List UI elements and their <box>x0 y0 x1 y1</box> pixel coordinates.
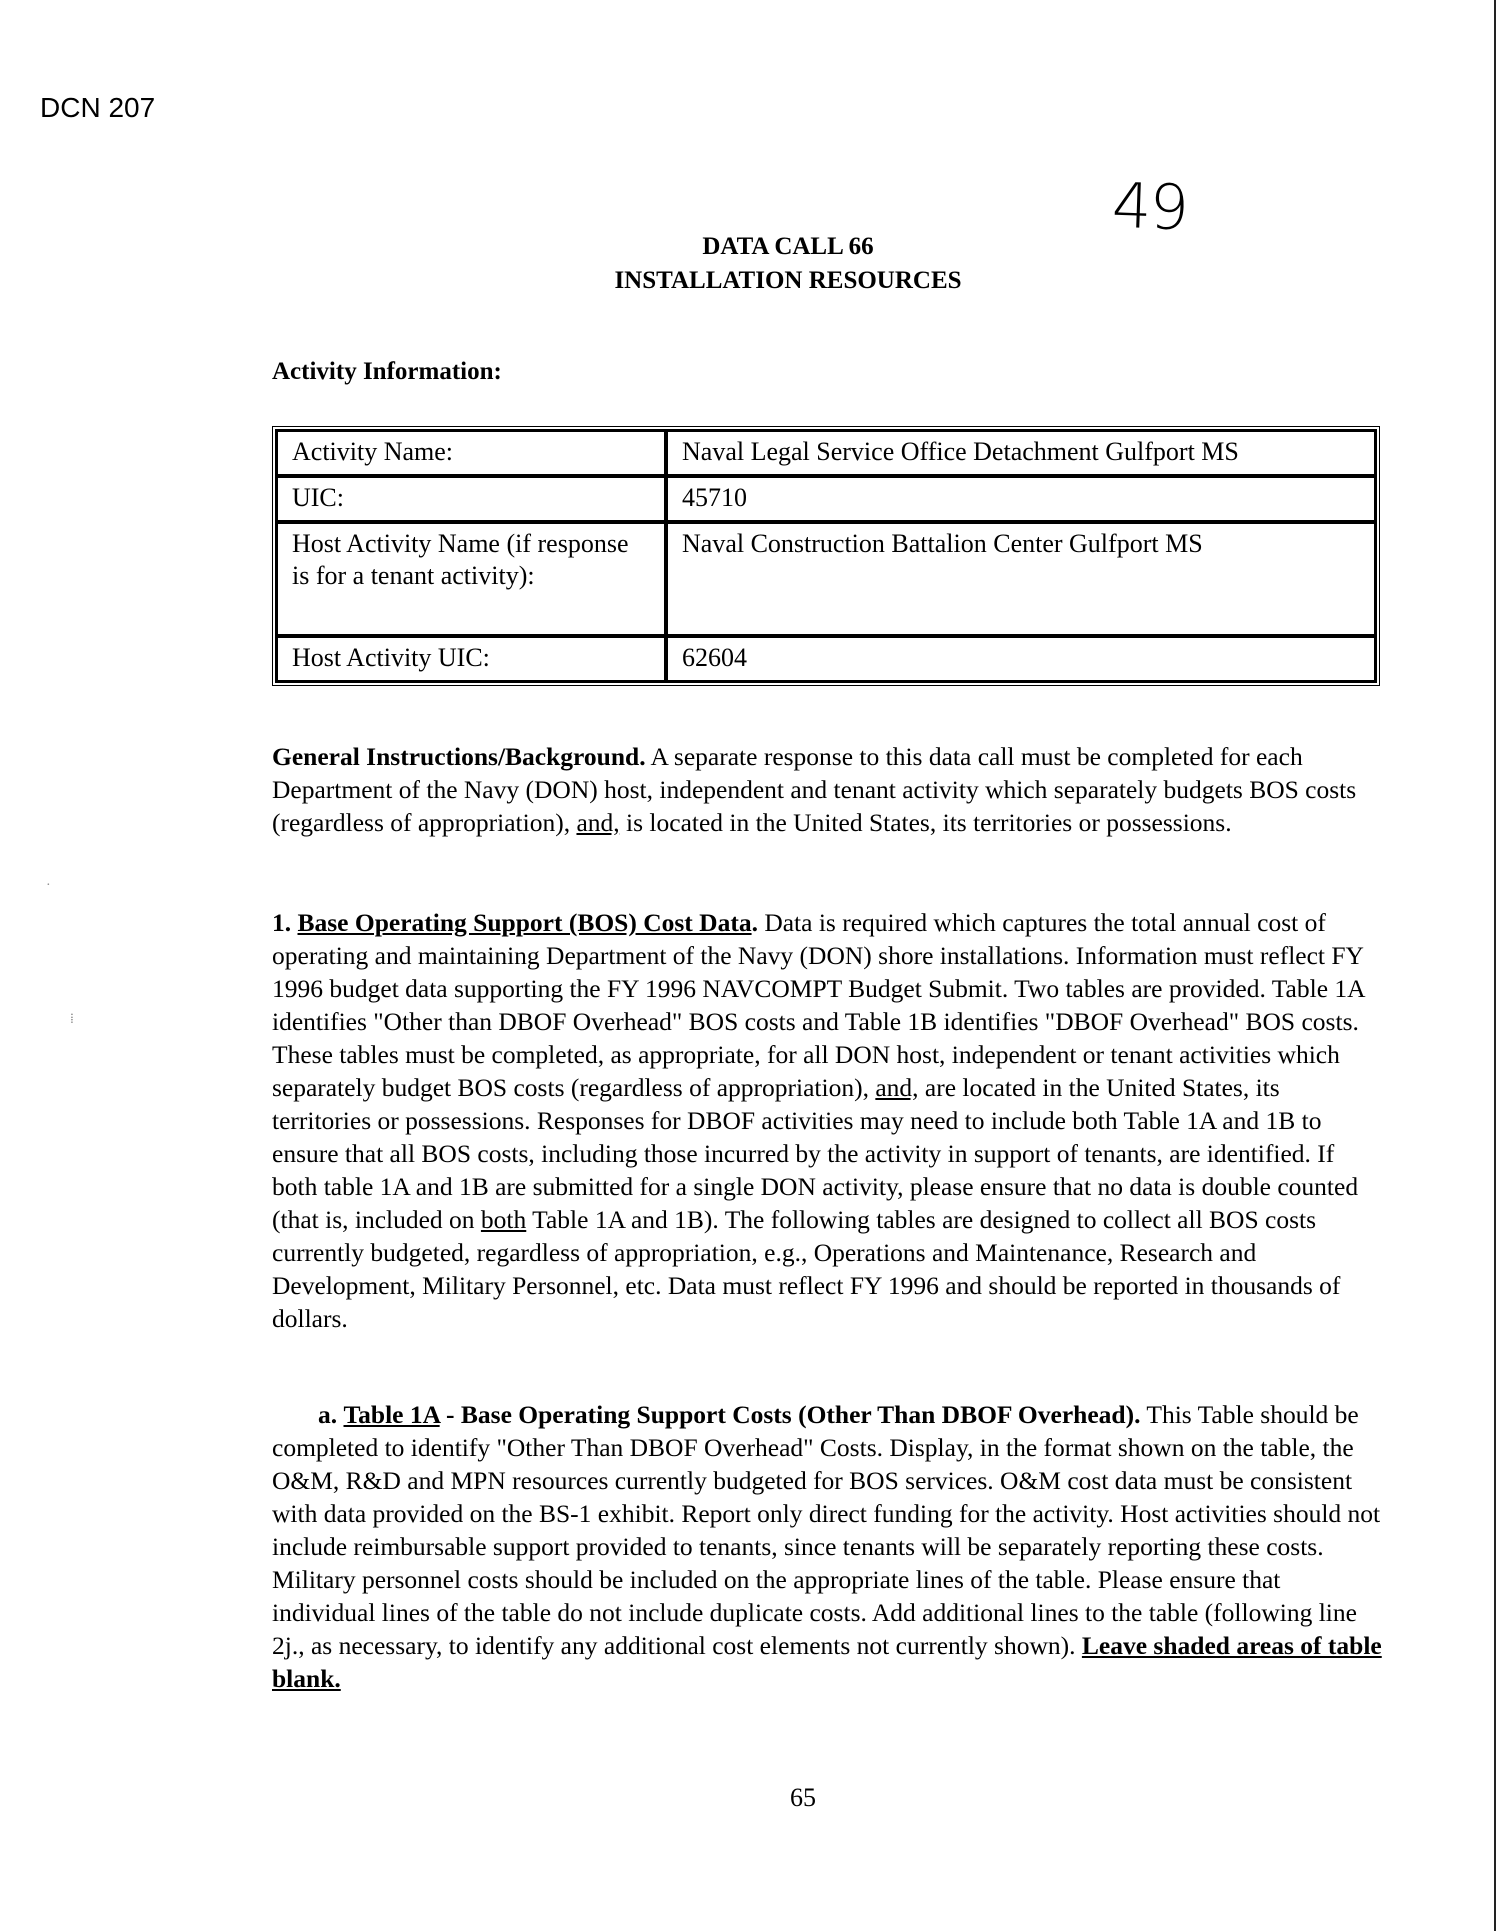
section-1-text-3: Table 1A and 1B). The following tables are designed to collect all BOS costs currently budgeted, regardless of appropriation, e.g., Operations and Maintenance, Research and Development, Military Personnel, etc. Data must reflect FY 1996 and should be reported in thousands of dollars. <box>272 1205 1341 1333</box>
page-number: 65 <box>790 1783 816 1812</box>
activity-info-table <box>272 426 1380 686</box>
section-1-heading-dot: . <box>751 908 758 937</box>
row-value: 45710 <box>666 476 1376 522</box>
row-label: Host Activity Name (if response is for a tenant activity): <box>276 522 666 636</box>
title-line-2: INSTALLATION RESOURCES <box>614 267 962 294</box>
general-text-1: A separate response to this data call must be completed for each Department of the Navy (DON) host, independent and tenant activity which separately budgets BOS costs (regardless of appropriation), <box>272 742 1357 837</box>
section-a-paragraph <box>272 1398 1382 1695</box>
general-text-2: is located in the United States, its territories or possessions. <box>619 808 1232 837</box>
table-row <box>276 636 1376 682</box>
activity-info-label: Activity Information: <box>272 358 502 385</box>
table-row <box>276 476 1376 522</box>
title-line-1: DATA CALL 66 <box>702 233 874 260</box>
shaded-areas-note: Leave shaded areas of table blank. <box>272 1631 1382 1693</box>
row-value: Naval Construction Battalion Center Gulfport MS <box>666 522 1376 636</box>
general-and: and, <box>576 808 620 837</box>
table-row <box>276 430 1376 476</box>
general-heading: General Instructions/Background. <box>272 742 646 771</box>
section-1-both: both <box>480 1205 527 1234</box>
section-1-paragraph <box>272 906 1382 1335</box>
section-1-number: 1. <box>272 908 292 937</box>
row-label: Activity Name: <box>276 430 666 476</box>
row-value: 62604 <box>666 636 1376 682</box>
section-1-text-2: are located in the United States, its territories or possessions. Responses for DBOF activities may need to include both Table 1A and 1B to ensure that all BOS costs, including those incurred by the activity in support of tenants, are identified. If both table 1A and 1B are submitted for a single DON activity, please ensure that no data is double counted (that is, included on <box>272 1073 1359 1234</box>
handwritten-page-number: 49 <box>1110 168 1189 245</box>
dcn-label: DCN 207 <box>40 92 156 123</box>
row-label: Host Activity UIC: <box>276 636 666 682</box>
table-row <box>276 522 1376 636</box>
document-title <box>500 230 1076 298</box>
scan-speck: · <box>46 878 51 893</box>
section-1-text-1: Data is required which captures the total annual cost of operating and maintaining Department of the Navy (DON) shore installations. Information must reflect FY 1996 budget data supporting the FY 1996 NAVCOMPT Budget Submit. Two tables are provided. Table 1A identifies "Other than DBOF Overhead" BOS costs and Table 1B identifies "DBOF Overhead" BOS costs. These tables must be completed, as appropriate, for all DON host, independent or tenant activities which separately budget BOS costs (regardless of appropriation), <box>272 908 1365 1102</box>
section-a-label: a. <box>318 1400 338 1429</box>
section-1-heading: Base Operating Support (BOS) Cost Data <box>297 908 752 937</box>
scan-speck: ⁞ <box>70 1012 74 1027</box>
general-instructions-paragraph <box>272 740 1382 839</box>
section-a-text: This Table should be completed to identify "Other Than DBOF Overhead" Costs. Display, in the format shown on the table, the O&M, R&D and MPN resources currently budgeted for BOS services. O&M cost data must be consistent with data provided on the BS-1 exhibit. Report only direct funding for the activity. Host activities should not include reimbursable support provided to tenants, since tenants will be separately reporting these costs. Military personnel costs should be included on the appropriate lines of the table. Please ensure that individual lines of the table do not include duplicate costs. Add additional lines to the table (following line 2j., as necessary, to identify any additional cost elements not currently shown). <box>272 1400 1381 1660</box>
row-value: Naval Legal Service Office Detachment Gulfport MS <box>666 430 1376 476</box>
table-1a-reference: Table 1A <box>343 1400 440 1429</box>
section-1-and: and, <box>875 1073 919 1102</box>
page-edge <box>1494 0 1496 1931</box>
section-a-heading: - Base Operating Support Costs (Other Than DBOF Overhead). <box>439 1400 1141 1429</box>
row-label: UIC: <box>276 476 666 522</box>
